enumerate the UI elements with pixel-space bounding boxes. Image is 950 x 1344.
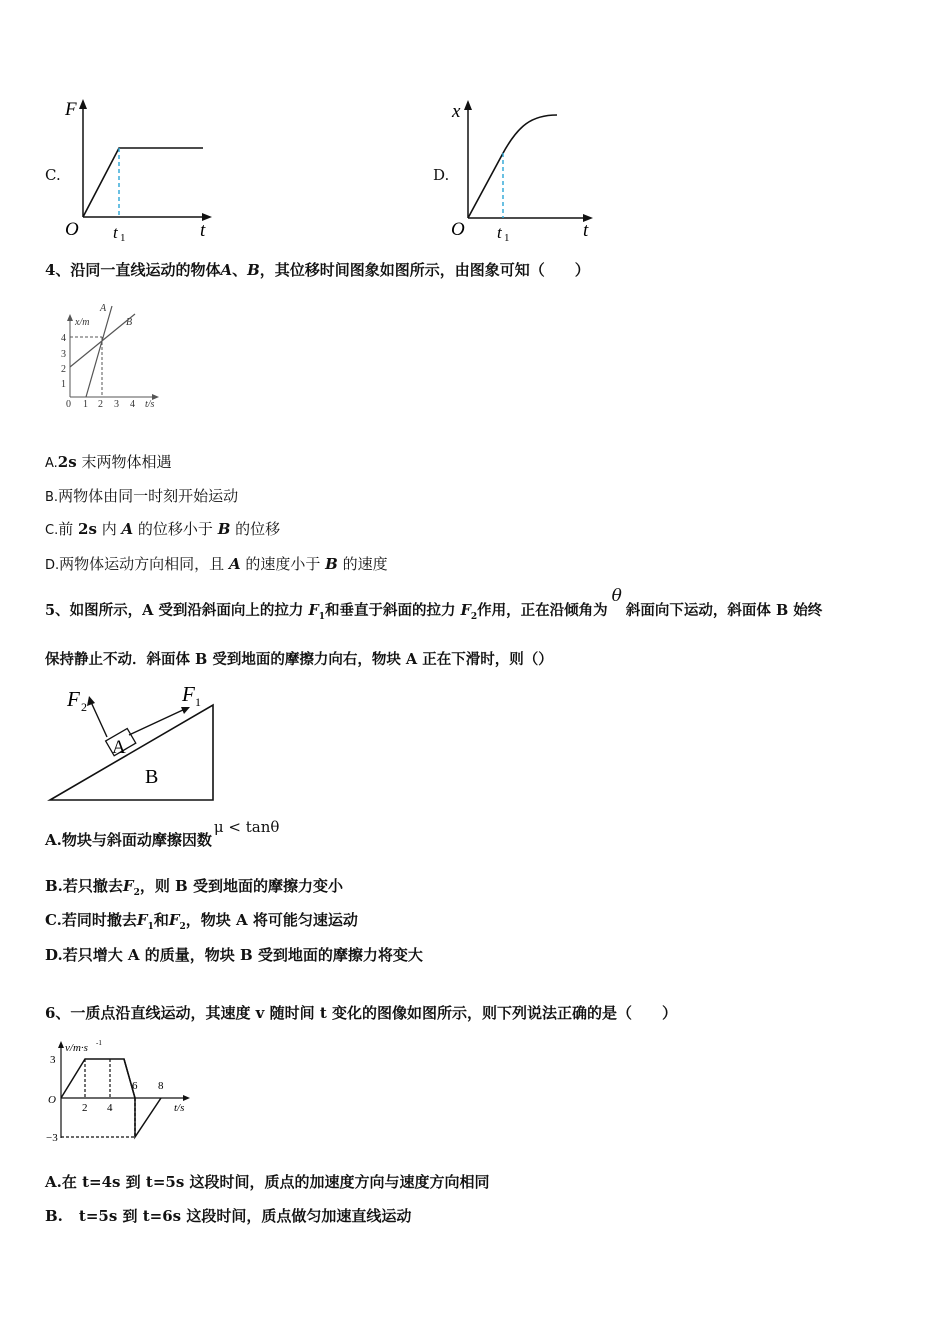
q6-x-tick-8: 8 (158, 1080, 164, 1092)
q4-y-label: x/m (75, 317, 90, 328)
q6-graph (45, 1038, 205, 1148)
graph-d-tick-label: t (497, 223, 502, 242)
graph-c-origin: O (65, 219, 79, 240)
q6-y-sup: -1 (96, 1039, 102, 1047)
graph-c (55, 95, 285, 245)
q6-x-tick-6: 6 (132, 1080, 138, 1092)
q5-f1-label: F (182, 682, 195, 706)
graph-d-origin: O (451, 219, 465, 240)
q6-y-tick-neg3: −3 (46, 1132, 58, 1144)
q6-x-tick-2: 2 (82, 1102, 88, 1114)
q5-block-b-label: B (145, 766, 159, 788)
q4-x-label: t/s (145, 399, 155, 410)
q6-x-label: t/s (174, 1102, 185, 1114)
q4-x-tick-0: 0 (66, 399, 71, 410)
q6-option-b[interactable]: B. t=5s 到 t=6s 这段时间，质点做匀加速直线运动 (45, 1207, 412, 1225)
question-5-stem-line2: 保持静止不动．斜面体 B 受到地面的摩擦力向右，物块 A 正在下滑时，则（） (45, 651, 553, 668)
q5-option-c[interactable]: C.若同时撤去$F_1$和$F_2$，物块 A 将可能匀速运动 (45, 911, 358, 932)
q4-option-b[interactable]: B.两物体由同一时刻开始运动 (45, 487, 239, 505)
graph-d-tick-sub: 1 (504, 232, 510, 244)
q4-graph (55, 298, 185, 418)
question-4-stem: 4、沿同一直线运动的物体A、B，其位移时间图象如图所示，由图象可知（ ） (45, 261, 590, 279)
q6-origin: O (48, 1094, 56, 1106)
q6-x-tick-4: 4 (107, 1102, 113, 1114)
q5-option-d[interactable]: D.若只增大 A 的质量，物块 B 受到地面的摩擦力将变大 (45, 946, 423, 964)
q5-option-a[interactable]: A.物块与斜面动摩擦因数μ < tanθ (45, 818, 280, 849)
q5-f2-label: F (67, 687, 80, 711)
q4-x-tick-3: 3 (114, 399, 119, 410)
question-5-stem-line1: 5、如图所示，A 受到沿斜面向上的拉力 $F_1$和垂直于斜面的拉力 $F_2$作用，正在沿倾角为θ斜面向下运动，斜面体 B 始终 (45, 586, 823, 622)
option-c-label: C. (45, 166, 61, 184)
graph-d-y-axis-label: x (452, 101, 461, 122)
q6-y-tick-3: 3 (50, 1054, 56, 1066)
q4-option-a[interactable]: A.2s 末两物体相遇 (45, 453, 172, 471)
q6-y-label: v/m·s (65, 1042, 88, 1054)
q5-formula: μ < tanθ (213, 818, 280, 836)
q4-x-tick-4: 4 (130, 399, 135, 410)
question-6-stem: 6、一质点沿直线运动，其速度 v 随时间 t 变化的图像如图所示，则下列说法正确的是（ ） (45, 1004, 677, 1022)
graph-c-tick-sub: 1 (120, 232, 126, 244)
q4-option-c[interactable]: C.前 2s 内 A 的位移小于 B 的位移 (45, 520, 281, 538)
q5-f1-sub: 1 (195, 695, 201, 709)
option-d-label: D. (433, 166, 450, 184)
q4-y-tick-2: 2 (61, 364, 66, 375)
graph-c-x-axis-label: t (200, 220, 206, 241)
q5-figure (45, 682, 235, 807)
graph-d-x-axis-label: t (583, 220, 589, 241)
q6-option-a[interactable]: A.在 t=4s 到 t=5s 这段时间，质点的加速度方向与速度方向相同 (45, 1173, 490, 1191)
graph-c-tick-label: t (113, 223, 118, 242)
q4-y-tick-4: 4 (61, 333, 66, 344)
q5-option-b[interactable]: B.若只撤去$F_2$，则 B 受到地面的摩擦力变小 (45, 877, 343, 898)
q4-x-tick-2: 2 (98, 399, 103, 410)
q4-line-b-label: B (126, 317, 133, 328)
graph-c-y-axis-label: F (65, 99, 77, 120)
q4-x-tick-1: 1 (83, 399, 88, 410)
q5-block-a-label: A (112, 737, 126, 758)
graph-d (440, 95, 640, 245)
q5-f2-sub: 2 (81, 700, 87, 714)
q4-y-tick-3: 3 (61, 349, 66, 360)
q4-line-a-label: A (100, 303, 107, 314)
theta-symbol: θ (611, 586, 622, 606)
q4-y-tick-1: 1 (61, 379, 66, 390)
q4-option-d[interactable]: D.两物体运动方向相同，且 A 的速度小于 B 的速度 (45, 555, 388, 573)
